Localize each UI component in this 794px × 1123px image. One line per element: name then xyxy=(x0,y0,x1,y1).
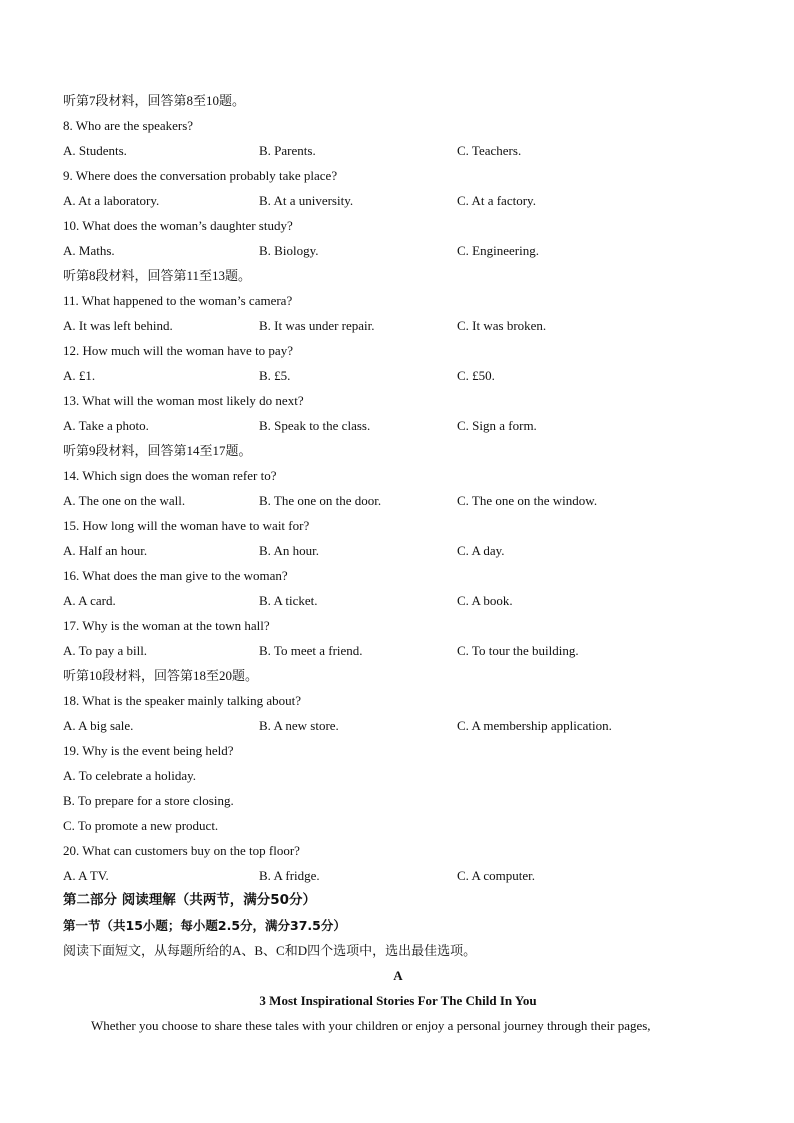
text-line: 19. Why is the event being held? xyxy=(63,743,234,758)
option-c: C. A day. xyxy=(457,543,505,558)
option-c: C. Engineering. xyxy=(457,243,539,258)
option-c: C. At a factory. xyxy=(457,193,536,208)
answer-options-row xyxy=(63,488,733,513)
passage-title: A xyxy=(393,968,403,983)
option-c: C. A computer. xyxy=(457,868,535,883)
option-a: A. The one on the wall. xyxy=(63,493,186,508)
text-line: 听第10段材料，回答第18至20题。 xyxy=(63,668,259,683)
option-c: C. The one on the window. xyxy=(457,493,598,508)
answer-options-row xyxy=(63,188,733,213)
passage-paragraph: Whether you choose to share these tales with your children or enjoy a personal journey through their pages, xyxy=(91,1018,651,1033)
answer-options-row xyxy=(63,638,733,663)
option-b: B. A new store. xyxy=(259,718,339,733)
text-line: C. To promote a new product. xyxy=(63,818,219,833)
text-line: 9. Where does the conversation probably take place? xyxy=(63,168,338,183)
option-b: B. A ticket. xyxy=(259,593,318,608)
text-line: 10. What does the woman’s daughter study? xyxy=(63,218,293,233)
subsection-heading: 第一节（共15小题；每小题2.5分，满分37.5分） xyxy=(63,918,346,933)
answer-options-row xyxy=(63,138,733,163)
text-line: 11. What happened to the woman’s camera? xyxy=(63,293,293,308)
option-c: C. To tour the building. xyxy=(457,643,579,658)
option-a: A. Students. xyxy=(63,143,127,158)
text-line: 阅读下面短文，从每题所给的A、B、C和D四个选项中，选出最佳选项。 xyxy=(63,943,477,958)
passage-title: 3 Most Inspirational Stories For The Child In You xyxy=(259,993,537,1008)
text-line: B. To prepare for a store closing. xyxy=(63,793,234,808)
text-line: 18. What is the speaker mainly talking about? xyxy=(63,693,302,708)
option-a: A. Take a photo. xyxy=(63,418,149,433)
option-a: A. A TV. xyxy=(63,868,109,883)
text-line: 17. Why is the woman at the town hall? xyxy=(63,618,270,633)
option-a: A. A big sale. xyxy=(63,718,134,733)
option-a: A. Maths. xyxy=(63,243,115,258)
answer-options-row xyxy=(63,713,733,738)
text-line: 15. How long will the woman have to wait for? xyxy=(63,518,310,533)
answer-options-row xyxy=(63,413,733,438)
answer-options-row xyxy=(63,238,733,263)
option-b: B. Biology. xyxy=(259,243,319,258)
text-line: 听第8段材料，回答第11至13题。 xyxy=(63,268,252,283)
option-c: C. £50. xyxy=(457,368,495,383)
text-line: A. To celebrate a holiday. xyxy=(63,768,197,783)
text-line: 听第9段材料，回答第14至17题。 xyxy=(63,443,252,458)
option-a: A. £1. xyxy=(63,368,96,383)
text-line: 12. How much will the woman have to pay? xyxy=(63,343,293,358)
answer-options-row xyxy=(63,363,733,388)
option-b: B. It was under repair. xyxy=(259,318,375,333)
answer-options-row xyxy=(63,863,733,888)
option-b: B. At a university. xyxy=(259,193,354,208)
option-a: A. At a laboratory. xyxy=(63,193,160,208)
text-line: 16. What does the man give to the woman? xyxy=(63,568,288,583)
option-c: C. It was broken. xyxy=(457,318,547,333)
section-heading: 第二部分 阅读理解（共两节，满分50分） xyxy=(63,892,316,908)
option-c: C. Sign a form. xyxy=(457,418,537,433)
answer-options-row xyxy=(63,538,733,563)
option-a: A. Half an hour. xyxy=(63,543,148,558)
option-b: B. To meet a friend. xyxy=(259,643,363,658)
option-b: B. Speak to the class. xyxy=(259,418,371,433)
option-b: B. A fridge. xyxy=(259,868,320,883)
option-b: B. An hour. xyxy=(259,543,319,558)
text-line: 8. Who are the speakers? xyxy=(63,118,194,133)
option-c: C. A membership application. xyxy=(457,718,612,733)
document-page xyxy=(63,88,733,1038)
option-a: A. A card. xyxy=(63,593,116,608)
option-a: A. It was left behind. xyxy=(63,318,173,333)
option-a: A. To pay a bill. xyxy=(63,643,148,658)
option-b: B. £5. xyxy=(259,368,291,383)
option-b: B. Parents. xyxy=(259,143,316,158)
text-line: 13. What will the woman most likely do next? xyxy=(63,393,304,408)
option-c: C. Teachers. xyxy=(457,143,522,158)
answer-options-row xyxy=(63,313,733,338)
text-line: 20. What can customers buy on the top floor? xyxy=(63,843,300,858)
answer-options-row xyxy=(63,588,733,613)
text-line: 听第7段材料，回答第8至10题。 xyxy=(63,93,246,108)
option-b: B. The one on the door. xyxy=(259,493,382,508)
text-line: 14. Which sign does the woman refer to? xyxy=(63,468,277,483)
option-c: C. A book. xyxy=(457,593,513,608)
